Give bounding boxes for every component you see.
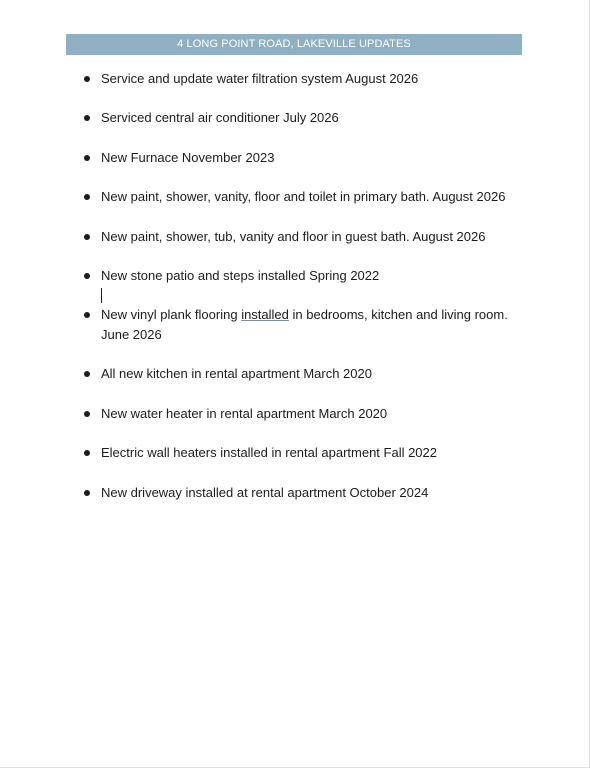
list-item-text[interactable]: All new kitchen in rental apartment March 2020 [101,366,372,381]
list-item-text[interactable]: New Furnace November 2023 [101,150,275,165]
bullet-icon [84,194,90,200]
list-item-text-part: in bedrooms, kitchen and living room. June 2026 [101,307,508,342]
bullet-icon [84,371,90,377]
bullet-icon [84,115,90,121]
spellcheck-underlined-word[interactable]: installed [241,307,289,322]
list-item-text[interactable]: New driveway installed at rental apartment October 2024 [101,485,429,500]
bullet-icon [84,312,90,318]
bullet-icon [84,450,90,456]
bullet-icon [84,490,90,496]
list-item-text[interactable]: New paint, shower, tub, vanity and floor in guest bath. August 2026 [101,229,486,244]
bullet-icon [84,273,90,279]
list-item-text[interactable] [101,305,521,345]
bullet-icon [84,155,90,161]
text-cursor [101,288,102,303]
bullet-icon [84,234,90,240]
bullet-icon [84,76,90,82]
list-item-text[interactable]: Electric wall heaters installed in rental apartment Fall 2022 [101,445,438,460]
document-header-title: 4 LONG POINT ROAD, LAKEVILLE UPDATES [66,34,522,55]
list-item-text[interactable]: New water heater in rental apartment March 2020 [101,406,388,421]
bullet-icon [84,411,90,417]
list-item-text-part: New vinyl plank flooring [101,307,242,322]
list-item-text[interactable]: Service and update water filtration system August 2026 [101,71,419,86]
list-item-text[interactable]: New paint, shower, vanity, floor and toilet in primary bath. August 2026 [101,189,506,204]
list-item-text[interactable]: New stone patio and steps installed Spring 2022 [101,268,380,283]
list-item-text[interactable]: Serviced central air conditioner July 2026 [101,110,339,125]
